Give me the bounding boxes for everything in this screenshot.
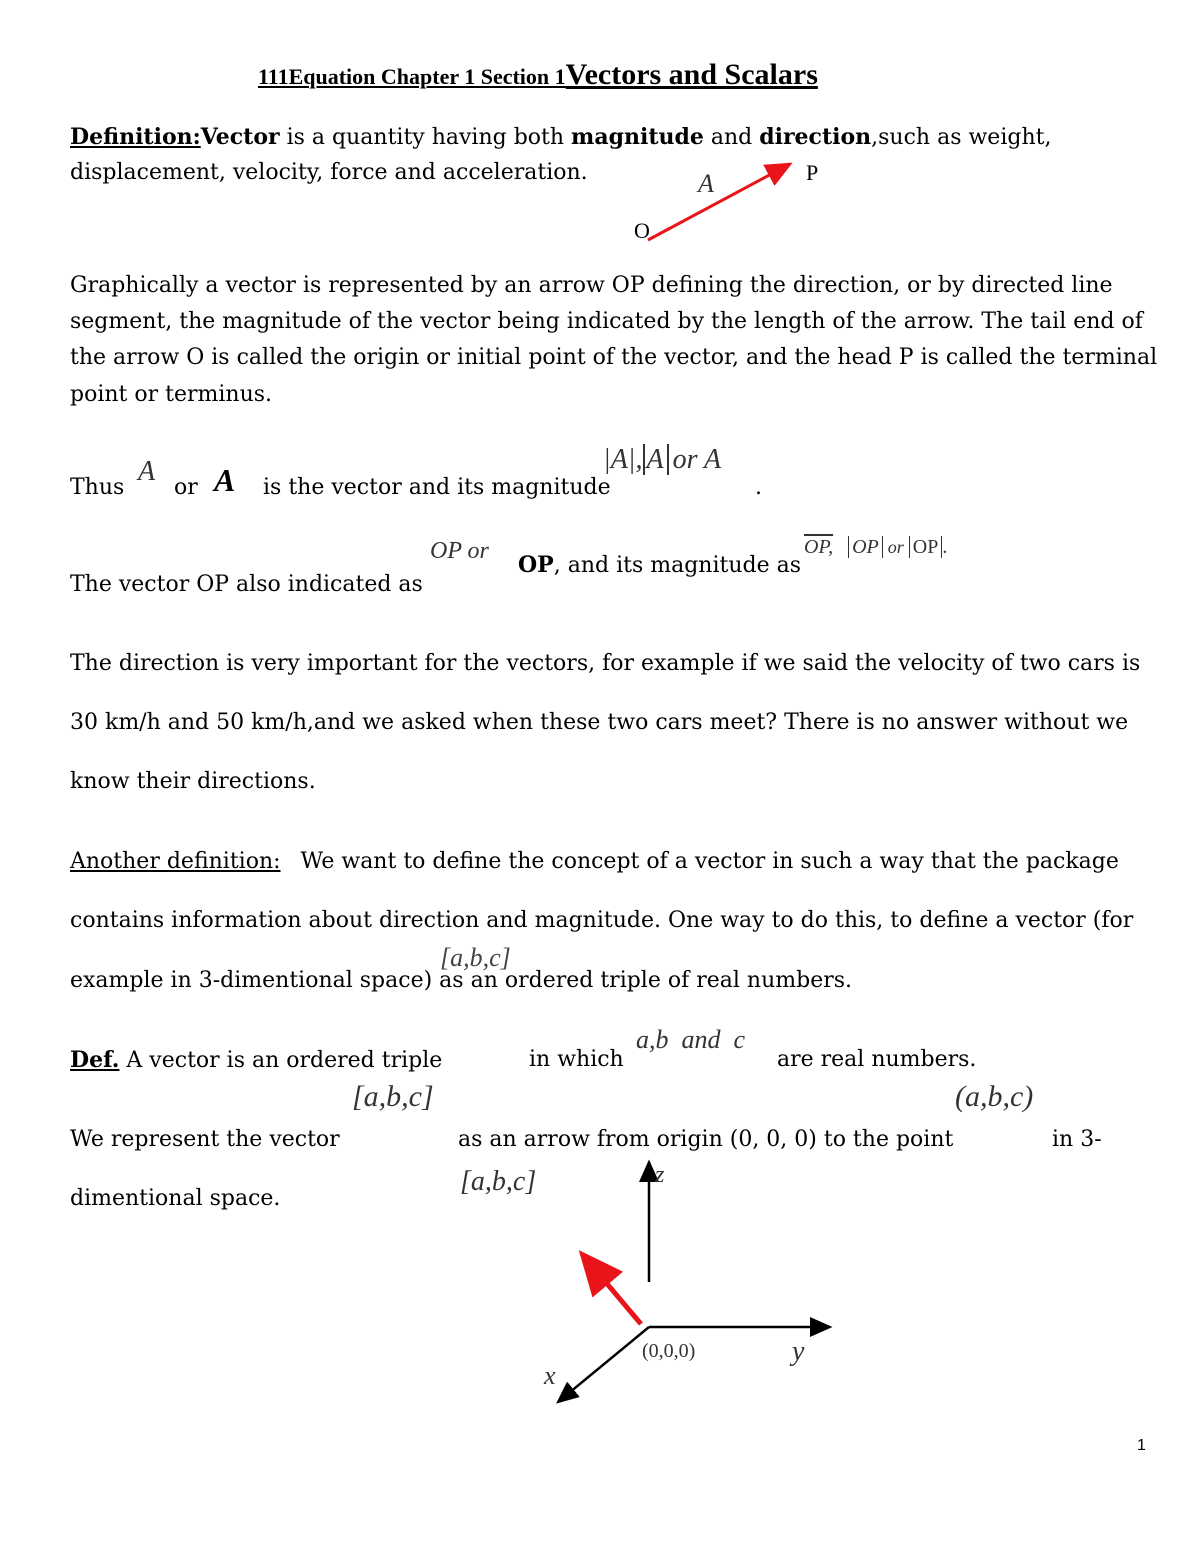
axes-figure [530, 1150, 860, 1420]
thus-symbol-a-bold: A [214, 462, 236, 498]
another-definition-line-2: contains information about direction and magnitude. One way to do this, to define a vector (for [70, 908, 1134, 933]
op-mag-overline: OP, [804, 536, 834, 558]
op-mag-abs-2: OP [909, 536, 943, 558]
thus-period: . [755, 475, 762, 500]
direction-line-2: 30 km/h and 50 km/h,and we asked when these two cars meet? There is no answer without we [70, 710, 1129, 735]
title-prefix: 111Equation Chapter 1 Section 1 [258, 64, 566, 89]
thus-word: Thus [70, 475, 125, 500]
another-definition-line-1 [70, 849, 1119, 874]
vector-abc-arrow [582, 1254, 641, 1324]
definition-magnitude: magnitude [571, 124, 704, 150]
def-label: Def. [70, 1047, 120, 1073]
thus-magnitude-expr [603, 444, 721, 476]
op-math-op-or: OP or [430, 538, 489, 564]
represent-text-1: We represent the vector [70, 1127, 340, 1152]
represent-math-triple: [a,b,c] [460, 1166, 537, 1197]
vector-arrow-figure [620, 150, 840, 250]
thus-mag-norm: A [647, 444, 669, 475]
graphical-line-3: the arrow O is called the origin or initial point of the vector, and the head P is called the terminal [70, 345, 1158, 370]
title-main: Vectors and Scalars [565, 58, 818, 91]
def-line-1 [70, 1047, 442, 1073]
graphical-line-4: point or terminus. [70, 382, 273, 407]
def-text-1: A vector is an ordered triple [119, 1048, 443, 1073]
represent-text-2: as an arrow from origin (0, 0, 0) to the point [458, 1127, 954, 1152]
thus-text: is the vector and its magnitude [263, 475, 611, 500]
y-axis-label: y [792, 1336, 805, 1367]
thus-mag-or: or A [672, 444, 722, 475]
thus-symbol-a-italic: A [138, 456, 156, 487]
another-definition-line-3: example in 3-dimentional space) as an ordered triple of real numbers. [70, 968, 853, 993]
another-definition-text-1: We want to define the concept of a vector in such a way that the package [300, 849, 1119, 874]
arrow-label-p: P [806, 160, 819, 185]
op-text-1: The vector OP also indicated as [70, 572, 423, 597]
another-definition-overlay-math: [a,b,c] [440, 943, 511, 972]
definition-label: Definition: [70, 124, 201, 150]
direction-line-3: know their directions. [70, 769, 316, 794]
origin-label: (0,0,0) [642, 1340, 696, 1362]
def-text-3: are real numbers. [777, 1047, 977, 1072]
thus-mag-bar-left [643, 444, 647, 475]
graphical-line-1: Graphically a vector is represented by an arrow OP defining the direction, or by directed line [70, 273, 1113, 298]
op-mag-end: . [942, 536, 948, 558]
definition-and: and [703, 125, 760, 150]
definition-text-2: ,such as weight, [871, 125, 1052, 150]
thus-mag-abs: |A|, [603, 444, 643, 475]
definition-direction: direction [759, 124, 872, 150]
definition-text-1: is a quantity having both [279, 125, 572, 150]
arrow-label-a: A [698, 169, 714, 198]
def-math-triple: [a,b,c] [352, 1080, 434, 1113]
definition-line-2: displacement, velocity, force and acceleration. [70, 160, 588, 185]
thus-or: or [174, 475, 198, 500]
z-axis-label: z [655, 1162, 665, 1188]
another-definition-label: Another definition: [70, 849, 281, 874]
op-magnitude-expr [804, 536, 947, 559]
op-mag-or: or [887, 537, 904, 557]
arrow-label-o: O [634, 218, 650, 243]
def-math-abc: a,b and c [636, 1025, 746, 1054]
direction-line-1: The direction is very important for the vectors, for example if we said the velocity of two cars is [70, 651, 1141, 676]
definition-vector-word: Vector [200, 124, 280, 150]
def-math-point: (a,b,c) [955, 1080, 1034, 1113]
page-number: 1 [1137, 1437, 1146, 1454]
x-axis-label: x [544, 1361, 556, 1390]
graphical-line-2: segment, the magnitude of the vector being indicated by the length of the arrow. The tail end of [70, 309, 1143, 334]
represent-text-3: in 3- [1052, 1127, 1102, 1152]
op-mag-abs: OP [848, 536, 883, 558]
represent-line-2: dimentional space. [70, 1186, 281, 1211]
op-text-2: , and its magnitude as [553, 553, 802, 578]
op-bold: OP [518, 552, 554, 578]
def-in-which: in which [529, 1047, 624, 1072]
page-title [258, 58, 818, 92]
x-axis [558, 1327, 649, 1402]
op-line-bold-and-text [518, 552, 801, 578]
definition-line-1 [70, 124, 1051, 150]
vector-op-arrow [648, 164, 790, 240]
